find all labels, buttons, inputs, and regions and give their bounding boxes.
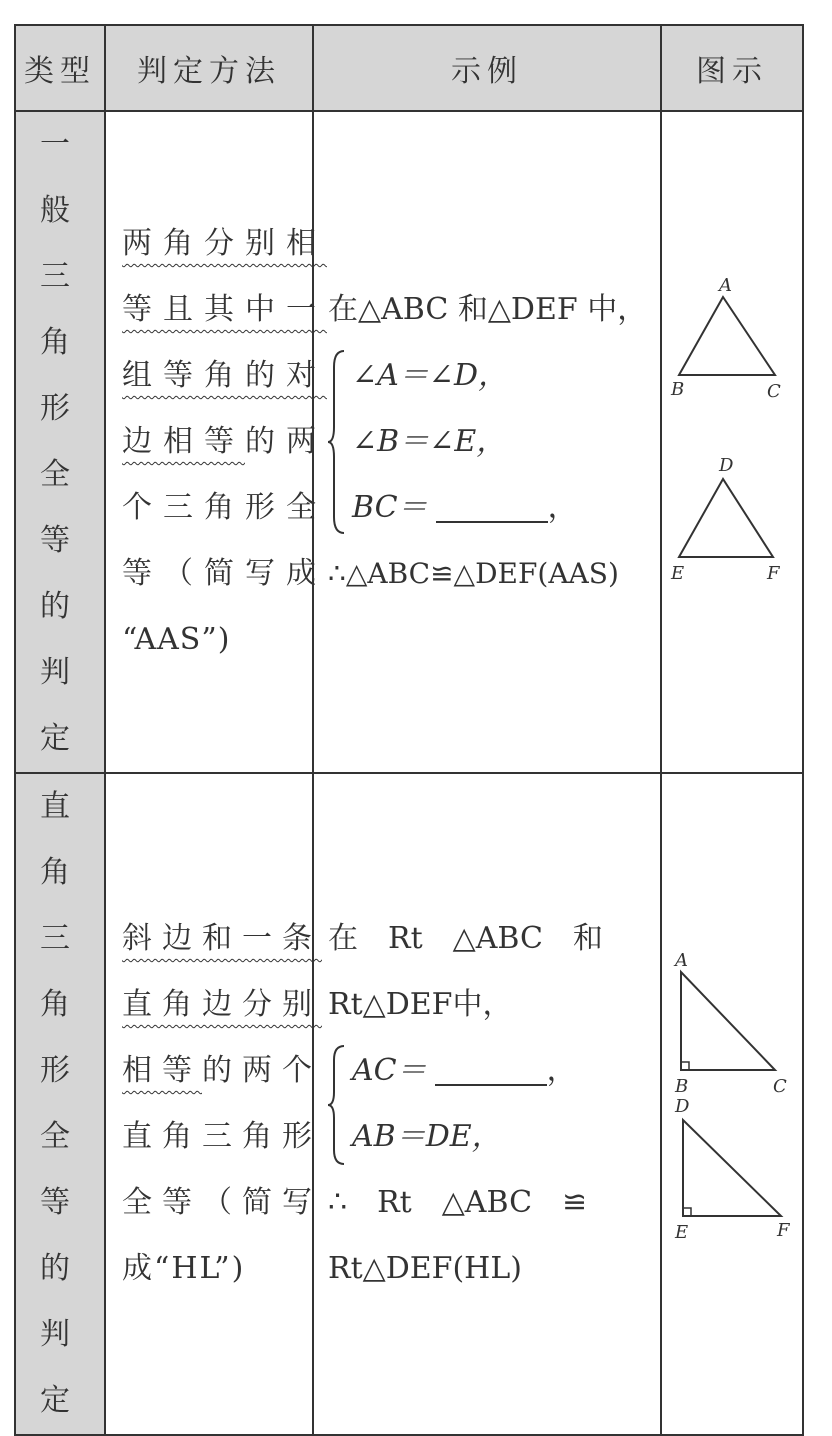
example-conclusion: ∴△ABC≌△DEF(AAS) bbox=[328, 557, 619, 590]
method-line: 个三角形全 bbox=[122, 490, 327, 525]
example-conclusion-1: ∴ Rt △ABC ≌ bbox=[328, 1185, 588, 1220]
right-angle-mark-icon bbox=[683, 1208, 691, 1216]
type-line: 等的 bbox=[40, 523, 80, 624]
condition-3-suffix: ， bbox=[547, 490, 578, 525]
vertex-label: F bbox=[777, 1220, 790, 1241]
triangle-abc-icon bbox=[679, 297, 775, 375]
example-cell-hl bbox=[313, 773, 661, 1435]
brace-icon bbox=[328, 1042, 348, 1168]
type-cell-aas bbox=[15, 111, 105, 773]
vertex-label: C bbox=[767, 381, 781, 402]
example-intro: 在△ABC 和△DEF 中， bbox=[328, 292, 648, 327]
vertex-label: A bbox=[719, 275, 732, 296]
method-line-plain-part: 的两个 bbox=[202, 1053, 322, 1088]
type-line: 三角 bbox=[40, 921, 80, 1022]
type-line: 三角 bbox=[40, 259, 80, 360]
method-line: 两角分别相 bbox=[122, 226, 327, 261]
method-line-wavy-part: 边相等 bbox=[122, 424, 245, 459]
type-line: 判定 bbox=[40, 1317, 80, 1418]
example-conclusion-2: Rt△DEF(HL) bbox=[328, 1251, 522, 1286]
triangle-figures-aas bbox=[667, 275, 797, 605]
type-line: 直角 bbox=[40, 789, 80, 890]
triangle-def-icon bbox=[679, 479, 773, 557]
condition-2: AB＝DE， bbox=[352, 1119, 502, 1154]
congruence-table bbox=[14, 24, 804, 1436]
header-type: 类型 bbox=[15, 25, 105, 111]
header-figure: 图示 bbox=[661, 25, 803, 111]
vertex-label: D bbox=[675, 1096, 690, 1117]
type-line: 等的 bbox=[40, 1185, 80, 1286]
type-line: 形全 bbox=[40, 1053, 80, 1154]
vertex-label: B bbox=[671, 379, 685, 400]
vertex-label: D bbox=[719, 455, 734, 476]
method-line: 全等（简写 bbox=[122, 1185, 322, 1220]
condition-3: BC＝ bbox=[352, 490, 428, 525]
method-line-plain-part: 的两 bbox=[245, 424, 327, 459]
method-line: 组等角的对 bbox=[122, 358, 327, 393]
header-row bbox=[15, 25, 803, 111]
vertex-label: E bbox=[675, 1222, 689, 1243]
right-angle-mark-icon bbox=[681, 1062, 689, 1070]
method-line: 斜边和一条 bbox=[122, 921, 322, 956]
vertex-label: A bbox=[675, 952, 688, 971]
figure-cell-aas bbox=[661, 111, 803, 773]
vertex-label: F bbox=[767, 563, 780, 584]
method-cell-hl bbox=[105, 773, 322, 1435]
vertex-label: C bbox=[773, 1076, 787, 1097]
type-line: 一般 bbox=[40, 127, 80, 228]
method-line: 等（简写成 bbox=[122, 556, 327, 591]
header-example: 示例 bbox=[313, 25, 661, 111]
condition-2: ∠B＝∠E， bbox=[352, 424, 507, 459]
method-line: 等且其中一 bbox=[122, 292, 327, 327]
answer-blank[interactable] bbox=[436, 495, 548, 523]
method-line: “AAS”) bbox=[122, 622, 231, 657]
example-intro-2: Rt△DEF中， bbox=[328, 987, 513, 1022]
row-aas bbox=[15, 111, 803, 773]
header-method: 判定方法 bbox=[105, 25, 313, 111]
brace-icon bbox=[328, 347, 348, 537]
method-line-wavy-part: 相等 bbox=[122, 1053, 202, 1088]
method-cell-aas bbox=[105, 111, 327, 773]
vertex-label: B bbox=[675, 1076, 689, 1097]
answer-blank[interactable] bbox=[435, 1058, 547, 1086]
example-intro-1: 在 Rt △ABC 和 bbox=[328, 921, 603, 956]
condition-1: AC＝ bbox=[352, 1053, 427, 1088]
type-cell-hl bbox=[15, 773, 105, 1435]
figure-cell-hl bbox=[661, 773, 803, 1435]
example-cell-aas bbox=[313, 111, 661, 773]
type-line: 形全 bbox=[40, 391, 80, 492]
right-triangle-def-icon bbox=[683, 1120, 781, 1216]
right-triangle-abc-icon bbox=[681, 972, 775, 1070]
method-line: 成“HL”) bbox=[122, 1251, 246, 1286]
condition-group bbox=[328, 343, 652, 541]
right-triangle-figures-hl bbox=[667, 952, 797, 1252]
condition-1-suffix: ， bbox=[546, 1053, 577, 1088]
type-line: 判定 bbox=[40, 655, 80, 756]
method-line: 直角边分别 bbox=[122, 987, 322, 1022]
row-hl bbox=[15, 773, 803, 1435]
condition-1: ∠A＝∠D， bbox=[352, 358, 508, 393]
method-line: 直角三角形 bbox=[122, 1119, 322, 1154]
condition-group bbox=[328, 1038, 652, 1170]
vertex-label: E bbox=[671, 563, 685, 584]
